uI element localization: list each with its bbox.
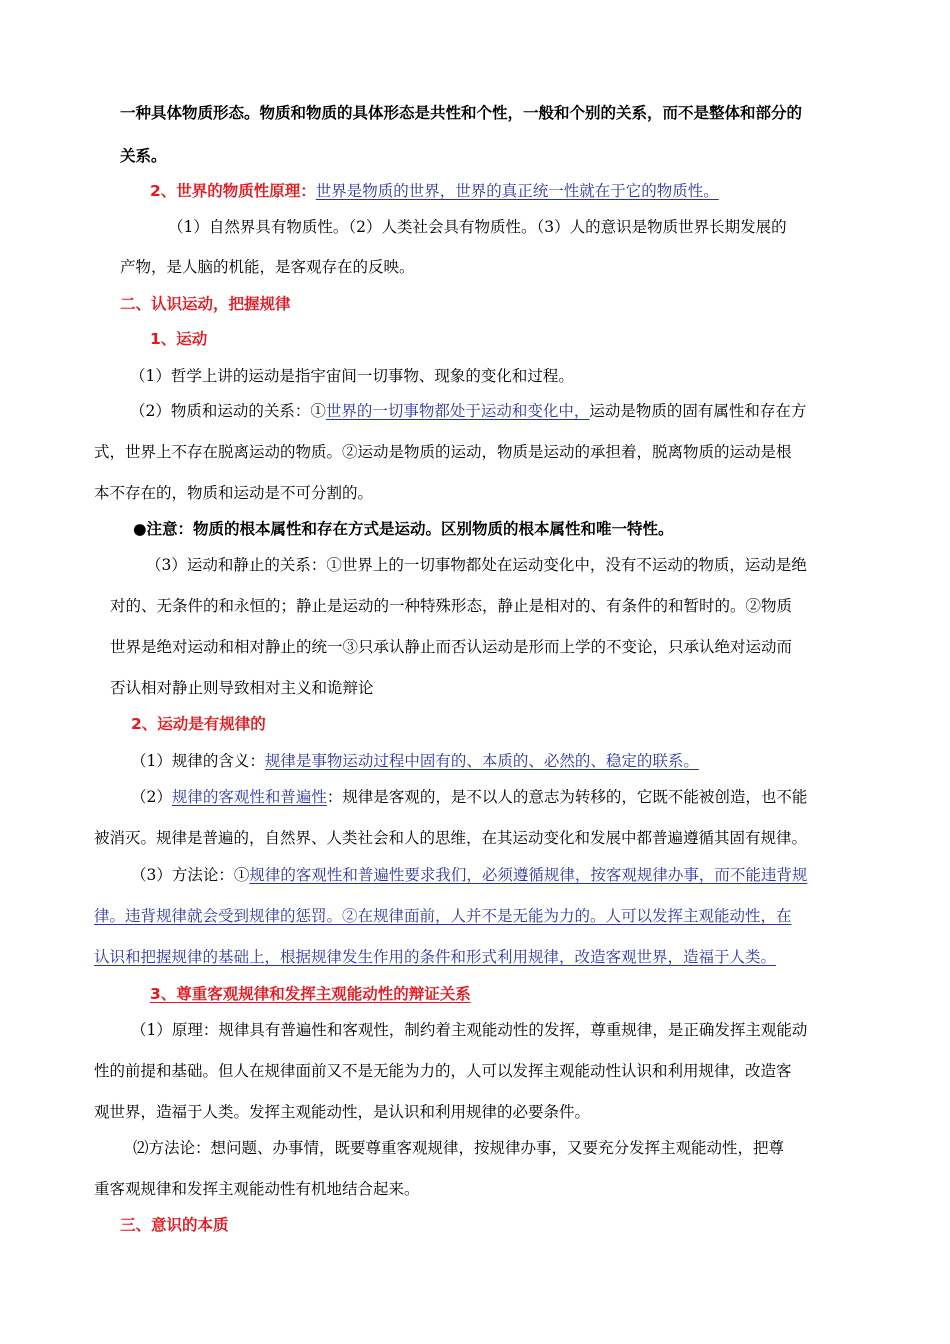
law-objectivity-link[interactable]: 规律的客观性和普遍性 [171,788,327,806]
motion-link[interactable]: 世界的一切事物都处于运动和变化中， [325,402,590,420]
note-line: ●注意：物质的根本属性和存在方式是运动。区别物质的根本属性和唯一特性。 [133,520,674,538]
paragraph-line: 重客观规律和发挥主观能动性有机地结合起来。 [94,1180,420,1198]
paragraph-line: 产物，是人脑的机能，是客观存在的反映。 [120,258,415,276]
paragraph-line: （1）原理：规律具有普遍性和客观性，制约着主观能动性的发挥，尊重规律，是正确发挥主观能动 [131,1021,808,1039]
paragraph-line: （1）自然界具有物质性。（2）人类社会具有物质性。（3）人的意识是物质世界长期发展的 [168,218,787,236]
subheading-dialectic: 3、尊重客观规律和发挥主观能动性的辩证关系 [150,985,471,1003]
paragraph-line: （3）运动和静止的关系：①世界上的一切事物都处在运动变化中，没有不运动的物质，运动是绝 [146,556,807,574]
section-heading-world-materiality [150,180,719,202]
paragraph-line: 观世界，造福于人类。发挥主观能动性，是认识和利用规律的必要条件。 [94,1103,591,1121]
paragraph-line: 本不存在的，物质和运动是不可分割的。 [94,484,374,502]
paragraph-line: （1）哲学上讲的运动是指宇宙间一切事物、现象的变化和过程。 [130,367,574,385]
intro-line-2: 关系。 [120,147,167,165]
paragraph-law-objectivity: （2）规律的客观性和普遍性：规律是客观的，是不以人的意志为转移的，它既不能被创造，也不能 [131,788,808,806]
paragraph-line: ⑵方法论：想问题、办事情，既要尊重客观规律，按规律办事，又要充分发挥主观能动性，把尊 [133,1139,785,1157]
subheading-motion: 1、运动 [150,330,208,348]
part-title-motion: 二、认识运动，把握规律 [120,295,291,313]
paragraph-matter-motion: （2）物质和运动的关系：①世界的一切事物都处于运动和变化中，运动是物质的固有属性和存在方 [130,402,807,420]
methodology-link[interactable]: 规律的客观性和普遍性要求我们，必须遵循规律，按客观规律办事，而不能违背规 [249,866,808,884]
intro-line-1: 一种具体物质形态。物质和物质的具体形态是共性和个性，一般和个别的关系，而不是整体和部分的 [120,104,803,122]
paragraph-law-definition: （1）规律的含义：规律是事物运动过程中固有的、本质的、必然的、稳定的联系。 [131,752,699,770]
methodology-link[interactable]: 律。违背规律就会受到规律的惩罚。②在规律面前，人并不是无能为力的。人可以发挥主观能动性，在 [94,907,792,925]
methodology-link[interactable]: 认识和把握规律的基础上，根据规律发生作用的条件和形式利用规律，改造客观世界，造福于人类。 [94,948,777,966]
paragraph-methodology: （3）方法论：①规律的客观性和普遍性要求我们，必须遵循规律，按客观规律办事，而不能违背规 [131,866,808,884]
paragraph-line: 被消灭。规律是普遍的，自然界、人类社会和人的思维，在其运动变化和发展中都普遍遵循其固有规律。 [94,829,808,847]
paragraph-line: 对的、无条件的和永恒的；静止是运动的一种特殊形态，静止是相对的、有条件的和暂时的。②物质 [110,597,793,615]
heading-label: 2、世界的物质性原理： [150,182,316,200]
law-definition-link[interactable]: 规律是事物运动过程中固有的、本质的、必然的、稳定的联系。 [264,752,699,770]
principle-link[interactable]: 世界是物质的世界，世界的真正统一性就在于它的物质性。 [315,182,719,200]
paragraph-line: 式，世界上不存在脱离运动的物质。②运动是物质的运动，物质是运动的承担着，脱离物质的运动是根 [94,443,792,461]
subheading-law: 2、运动是有规律的 [131,715,266,733]
paragraph-line: 否认相对静止则导致相对主义和诡辩论 [110,679,374,697]
part-title-consciousness: 三、意识的本质 [120,1216,229,1234]
paragraph-line: 性的前提和基础。但人在规律面前又不是无能为力的，人可以发挥主观能动性认识和利用规律，改造客 [94,1062,792,1080]
paragraph-line: 世界是绝对运动和相对静止的统一③只承认静止而否认运动是形而上学的不变论，只承认绝对运动而 [110,638,793,656]
